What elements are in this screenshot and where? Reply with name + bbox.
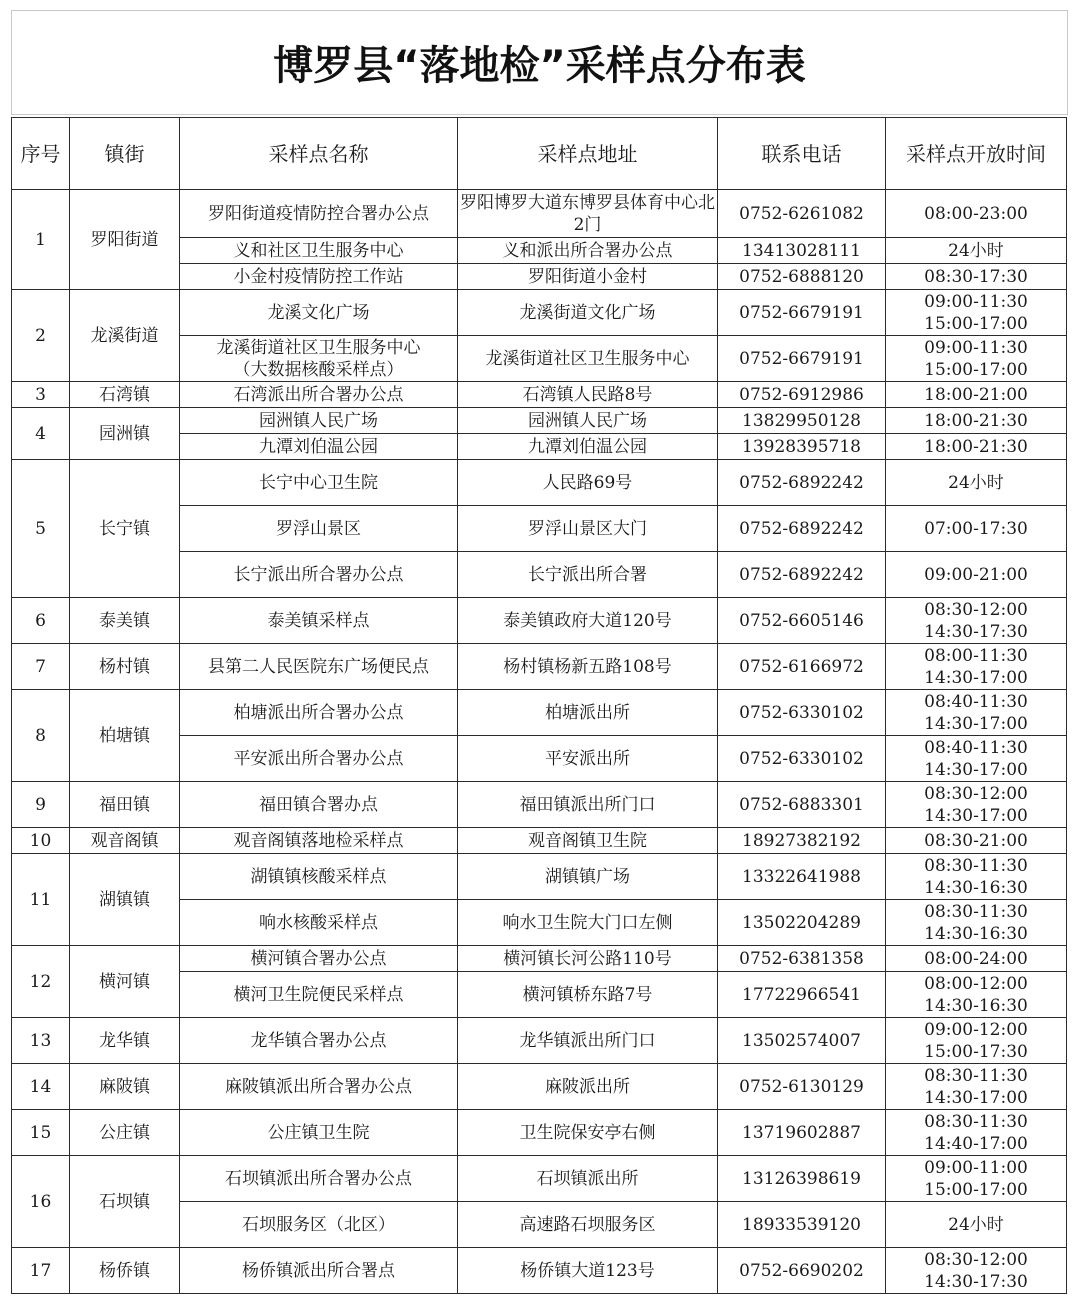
cell-no: 10 [12, 828, 70, 854]
cell-site-name: 泰美镇采样点 [180, 598, 458, 644]
cell-open-time: 08:00-11:30 14:30-17:00 [886, 644, 1067, 690]
cell-site-name: 罗阳街道疫情防控合署办公点 [180, 190, 458, 238]
cell-address: 横河镇桥东路7号 [458, 972, 718, 1018]
cell-site-name: 石湾派出所合署办公点 [180, 382, 458, 408]
cell-address: 高速路石坝服务区 [458, 1202, 718, 1248]
cell-no: 12 [12, 946, 70, 1018]
table-row [12, 854, 1067, 900]
page-title: 博罗县“落地检”采样点分布表 [11, 10, 1068, 115]
cell-town: 杨侨镇 [70, 1248, 180, 1294]
header-town: 镇街 [70, 118, 180, 190]
header-no: 序号 [12, 118, 70, 190]
cell-phone: 0752-6679191 [718, 290, 886, 336]
cell-phone: 0752-6690202 [718, 1248, 886, 1294]
cell-open-time: 08:00-12:00 14:30-16:30 [886, 972, 1067, 1018]
table-row [12, 1018, 1067, 1064]
cell-site-name: 平安派出所合署办公点 [180, 736, 458, 782]
cell-phone: 13928395718 [718, 434, 886, 460]
cell-town: 龙华镇 [70, 1018, 180, 1064]
cell-open-time: 08:30-12:00 14:30-17:30 [886, 598, 1067, 644]
cell-open-time: 24小时 [886, 1202, 1067, 1248]
cell-no: 2 [12, 290, 70, 382]
cell-address: 人民路69号 [458, 460, 718, 506]
cell-phone: 0752-6166972 [718, 644, 886, 690]
cell-phone: 0752-6888120 [718, 264, 886, 290]
cell-open-time: 18:00-21:30 [886, 434, 1067, 460]
cell-town: 罗阳街道 [70, 190, 180, 290]
header-row [12, 118, 1067, 190]
cell-site-name: 石坝镇派出所合署办公点 [180, 1156, 458, 1202]
cell-phone: 0752-6883301 [718, 782, 886, 828]
cell-open-time: 09:00-11:30 15:00-17:00 [886, 290, 1067, 336]
table-row [12, 408, 1067, 434]
header-phone: 联系电话 [718, 118, 886, 190]
cell-site-name: 罗浮山景区 [180, 506, 458, 552]
cell-address: 平安派出所 [458, 736, 718, 782]
table-row [12, 690, 1067, 736]
cell-address: 卫生院保安亭右侧 [458, 1110, 718, 1156]
table-row [12, 460, 1067, 506]
cell-address: 横河镇长河公路110号 [458, 946, 718, 972]
cell-town: 杨村镇 [70, 644, 180, 690]
cell-address: 湖镇镇广场 [458, 854, 718, 900]
cell-open-time: 08:30-12:00 14:30-17:30 [886, 1248, 1067, 1294]
cell-phone: 13502204289 [718, 900, 886, 946]
cell-no: 13 [12, 1018, 70, 1064]
header-open-time: 采样点开放时间 [886, 118, 1067, 190]
cell-address: 杨侨镇大道123号 [458, 1248, 718, 1294]
cell-phone: 0752-6892242 [718, 460, 886, 506]
cell-address: 石湾镇人民路8号 [458, 382, 718, 408]
cell-phone: 0752-6330102 [718, 690, 886, 736]
cell-open-time: 18:00-21:30 [886, 408, 1067, 434]
table-row [12, 1248, 1067, 1294]
table-row [12, 946, 1067, 972]
cell-open-time: 08:30-11:30 14:40-17:00 [886, 1110, 1067, 1156]
cell-open-time: 08:30-11:30 14:30-16:30 [886, 854, 1067, 900]
cell-no: 4 [12, 408, 70, 460]
cell-no: 1 [12, 190, 70, 290]
cell-site-name: 九潭刘伯温公园 [180, 434, 458, 460]
cell-no: 9 [12, 782, 70, 828]
cell-phone: 13829950128 [718, 408, 886, 434]
cell-address: 义和派出所合署办公点 [458, 238, 718, 264]
cell-phone: 0752-6892242 [718, 506, 886, 552]
cell-open-time: 08:00-23:00 [886, 190, 1067, 238]
cell-address: 福田镇派出所门口 [458, 782, 718, 828]
cell-no: 5 [12, 460, 70, 598]
cell-phone: 0752-6330102 [718, 736, 886, 782]
table-row [12, 290, 1067, 336]
cell-phone: 0752-6892242 [718, 552, 886, 598]
cell-address: 龙溪街道文化广场 [458, 290, 718, 336]
cell-open-time: 09:00-11:30 15:00-17:00 [886, 336, 1067, 382]
cell-town: 柏塘镇 [70, 690, 180, 782]
cell-site-name: 县第二人民医院东广场便民点 [180, 644, 458, 690]
cell-no: 3 [12, 382, 70, 408]
cell-site-name: 龙溪街道社区卫生服务中心 （大数据核酸采样点） [180, 336, 458, 382]
cell-open-time: 08:30-21:00 [886, 828, 1067, 854]
header-site-name: 采样点名称 [180, 118, 458, 190]
sampling-sites-table [11, 117, 1067, 1294]
table-row [12, 828, 1067, 854]
cell-phone: 13413028111 [718, 238, 886, 264]
table-row [12, 644, 1067, 690]
cell-open-time: 07:00-17:30 [886, 506, 1067, 552]
cell-address: 九潭刘伯温公园 [458, 434, 718, 460]
cell-open-time: 24小时 [886, 238, 1067, 264]
cell-address: 龙溪街道社区卫生服务中心 [458, 336, 718, 382]
cell-no: 14 [12, 1064, 70, 1110]
table-row [12, 1064, 1067, 1110]
cell-site-name: 龙华镇合署办公点 [180, 1018, 458, 1064]
cell-phone: 13322641988 [718, 854, 886, 900]
cell-town: 福田镇 [70, 782, 180, 828]
cell-address: 麻陂派出所 [458, 1064, 718, 1110]
table-row [12, 382, 1067, 408]
cell-open-time: 08:40-11:30 14:30-17:00 [886, 690, 1067, 736]
cell-open-time: 09:00-12:00 15:00-17:30 [886, 1018, 1067, 1064]
cell-site-name: 响水核酸采样点 [180, 900, 458, 946]
cell-phone: 13126398619 [718, 1156, 886, 1202]
cell-phone: 0752-6679191 [718, 336, 886, 382]
cell-phone: 0752-6605146 [718, 598, 886, 644]
cell-site-name: 观音阁镇落地检采样点 [180, 828, 458, 854]
cell-address: 杨村镇杨新五路108号 [458, 644, 718, 690]
cell-site-name: 杨侨镇派出所合署点 [180, 1248, 458, 1294]
cell-address: 罗浮山景区大门 [458, 506, 718, 552]
cell-no: 6 [12, 598, 70, 644]
cell-town: 长宁镇 [70, 460, 180, 598]
table-body [12, 190, 1067, 1294]
cell-address: 观音阁镇卫生院 [458, 828, 718, 854]
cell-no: 15 [12, 1110, 70, 1156]
cell-site-name: 长宁派出所合署办公点 [180, 552, 458, 598]
cell-open-time: 08:00-24:00 [886, 946, 1067, 972]
header-address: 采样点地址 [458, 118, 718, 190]
cell-town: 麻陂镇 [70, 1064, 180, 1110]
cell-no: 17 [12, 1248, 70, 1294]
table-row [12, 1110, 1067, 1156]
cell-no: 8 [12, 690, 70, 782]
cell-no: 11 [12, 854, 70, 946]
cell-town: 公庄镇 [70, 1110, 180, 1156]
cell-open-time: 08:40-11:30 14:30-17:00 [886, 736, 1067, 782]
cell-site-name: 石坝服务区（北区） [180, 1202, 458, 1248]
cell-open-time: 09:00-21:00 [886, 552, 1067, 598]
cell-town: 泰美镇 [70, 598, 180, 644]
cell-open-time: 08:30-11:30 14:30-17:00 [886, 1064, 1067, 1110]
cell-phone: 0752-6912986 [718, 382, 886, 408]
cell-site-name: 柏塘派出所合署办公点 [180, 690, 458, 736]
cell-site-name: 横河镇合署办公点 [180, 946, 458, 972]
cell-phone: 0752-6130129 [718, 1064, 886, 1110]
cell-site-name: 公庄镇卫生院 [180, 1110, 458, 1156]
cell-open-time: 08:30-11:30 14:30-16:30 [886, 900, 1067, 946]
cell-site-name: 麻陂镇派出所合署办公点 [180, 1064, 458, 1110]
table-row [12, 1156, 1067, 1202]
cell-site-name: 小金村疫情防控工作站 [180, 264, 458, 290]
cell-site-name: 横河卫生院便民采样点 [180, 972, 458, 1018]
cell-no: 16 [12, 1156, 70, 1248]
cell-address: 罗阳博罗大道东博罗县体育中心北2门 [458, 190, 718, 238]
cell-phone: 18933539120 [718, 1202, 886, 1248]
cell-open-time: 08:30-17:30 [886, 264, 1067, 290]
cell-address: 石坝镇派出所 [458, 1156, 718, 1202]
cell-phone: 13502574007 [718, 1018, 886, 1064]
cell-address: 泰美镇政府大道120号 [458, 598, 718, 644]
cell-phone: 18927382192 [718, 828, 886, 854]
cell-site-name: 长宁中心卫生院 [180, 460, 458, 506]
cell-address: 响水卫生院大门口左侧 [458, 900, 718, 946]
cell-phone: 13719602887 [718, 1110, 886, 1156]
cell-site-name: 园洲镇人民广场 [180, 408, 458, 434]
cell-town: 湖镇镇 [70, 854, 180, 946]
cell-site-name: 龙溪文化广场 [180, 290, 458, 336]
cell-open-time: 24小时 [886, 460, 1067, 506]
cell-address: 龙华镇派出所门口 [458, 1018, 718, 1064]
cell-town: 龙溪街道 [70, 290, 180, 382]
cell-town: 横河镇 [70, 946, 180, 1018]
cell-open-time: 08:30-12:00 14:30-17:00 [886, 782, 1067, 828]
cell-open-time: 18:00-21:00 [886, 382, 1067, 408]
table-row [12, 598, 1067, 644]
cell-town: 石湾镇 [70, 382, 180, 408]
cell-address: 长宁派出所合署 [458, 552, 718, 598]
cell-town: 石坝镇 [70, 1156, 180, 1248]
cell-phone: 0752-6261082 [718, 190, 886, 238]
cell-site-name: 湖镇镇核酸采样点 [180, 854, 458, 900]
cell-site-name: 福田镇合署办点 [180, 782, 458, 828]
cell-no: 7 [12, 644, 70, 690]
cell-phone: 17722966541 [718, 972, 886, 1018]
cell-site-name: 义和社区卫生服务中心 [180, 238, 458, 264]
cell-address: 园洲镇人民广场 [458, 408, 718, 434]
table-row [12, 190, 1067, 238]
cell-phone: 0752-6381358 [718, 946, 886, 972]
cell-open-time: 09:00-11:00 15:00-17:00 [886, 1156, 1067, 1202]
cell-town: 园洲镇 [70, 408, 180, 460]
cell-address: 柏塘派出所 [458, 690, 718, 736]
table-row [12, 782, 1067, 828]
cell-address: 罗阳街道小金村 [458, 264, 718, 290]
cell-town: 观音阁镇 [70, 828, 180, 854]
